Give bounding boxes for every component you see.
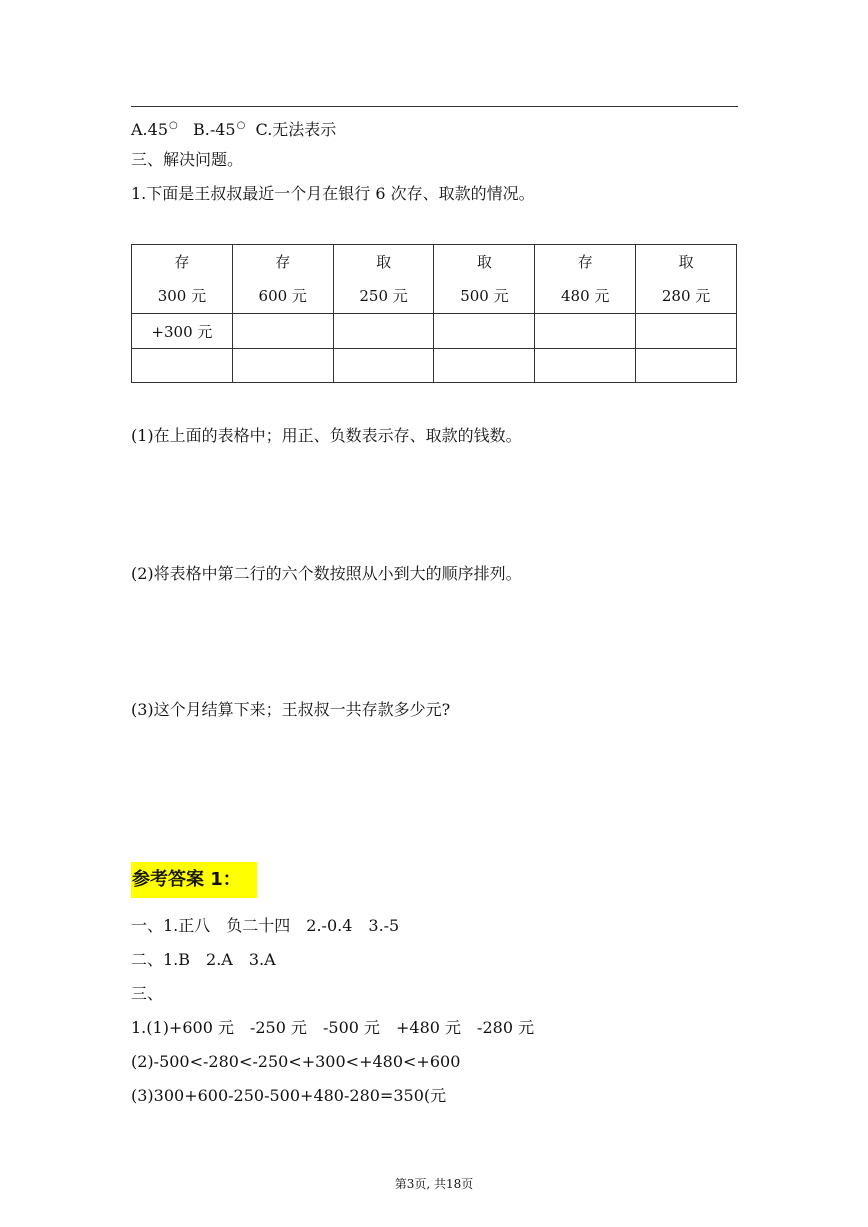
table-cell: 存 300 元 [132, 245, 233, 314]
table-cell [535, 349, 636, 383]
table-cell: 存 600 元 [232, 245, 333, 314]
deposit-table [131, 244, 737, 383]
table-cell [232, 349, 333, 383]
table-cell: 存 480 元 [535, 245, 636, 314]
table-row [132, 349, 737, 383]
table-cell: 取 280 元 [636, 245, 737, 314]
answer-title: 参考答案 1： [131, 862, 257, 898]
table-cell [132, 349, 233, 383]
table-cell [434, 349, 535, 383]
choice-c: C.无法表示 [255, 120, 337, 139]
table-cell [434, 314, 535, 349]
answer-line: 三、 [131, 984, 164, 1003]
page-footer: 第3页, 共18页 [394, 1177, 474, 1191]
table-cell: +300 元 [132, 314, 233, 349]
question-1-2: (2)将表格中第二行的六个数按照从小到大的顺序排列。 [131, 564, 522, 583]
table-cell [636, 349, 737, 383]
answer-line: 1.(1)+600 元 -250 元 -500 元 +480 元 -280 元 [131, 1018, 535, 1037]
table-cell [535, 314, 636, 349]
table-row [132, 245, 737, 314]
answer-line: 一、1.正八 负二十四 2.-0.4 3.-5 [131, 916, 400, 935]
question-1-1: (1)在上面的表格中；用正、负数表示存、取款的钱数。 [131, 426, 522, 445]
table-cell [333, 314, 434, 349]
table-row [132, 314, 737, 349]
table-cell: 取 250 元 [333, 245, 434, 314]
question-1-text: 1.下面是王叔叔最近一个月在银行 6 次存、取款的情况。 [131, 184, 535, 203]
header-rule [131, 106, 738, 107]
choice-options [131, 116, 336, 140]
degree-symbol: ○ [169, 120, 178, 131]
section-title: 三、解决问题。 [131, 150, 244, 169]
answer-line: (3)300+600-250-500+480-280=350(元 [131, 1086, 447, 1105]
choice-a: A.45 [131, 120, 168, 139]
table-cell [232, 314, 333, 349]
degree-symbol: ○ [236, 120, 246, 131]
answer-line: (2)-500<-280<-250<+300<+480<+600 [131, 1052, 461, 1071]
answer-line: 二、1.B 2.A 3.A [131, 950, 276, 969]
table-cell [333, 349, 434, 383]
choice-b: B.-45 [193, 120, 236, 139]
table-cell: 取 500 元 [434, 245, 535, 314]
table-cell [636, 314, 737, 349]
question-1-3: (3)这个月结算下来；王叔叔一共存款多少元? [131, 700, 451, 719]
